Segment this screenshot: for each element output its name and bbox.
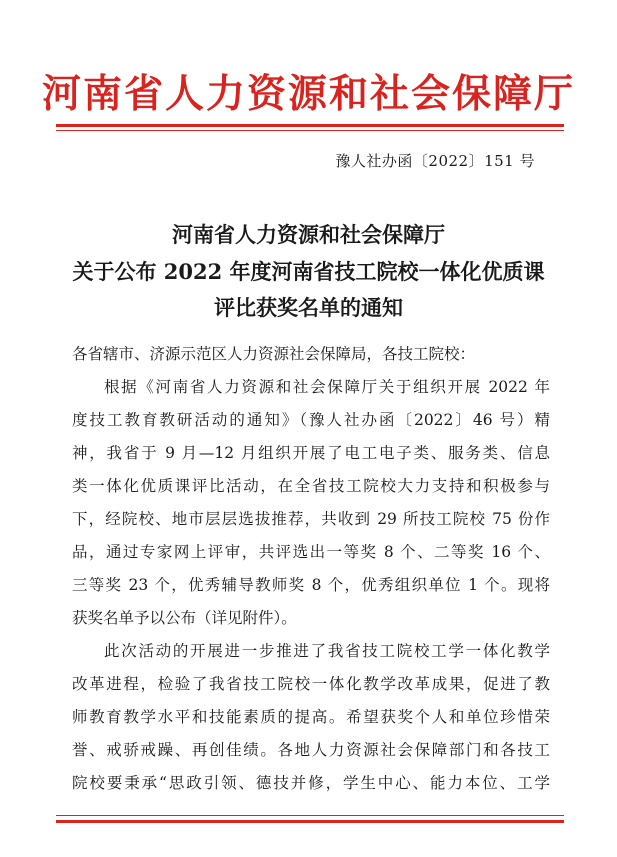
- notice-title-line-1: 河南省人力资源和社会保障厅: [172, 222, 445, 247]
- paragraph-2-line: 师教育教学水平和技能素质的提高。希望获奖个人和单位珍惜荣: [72, 708, 550, 726]
- masthead-rule-thin: [56, 130, 564, 131]
- paragraph-2-line: 院校要秉承“思政引领、德技并修，学生中心、能力本位、工学: [72, 774, 550, 792]
- paragraph-2-line: 此次活动的开展进一步推进了我省技工院校工学一体化教学: [104, 642, 550, 660]
- paragraph-2-line: 改革进程，检验了我省技工院校一体化教学改革成果，促进了教: [72, 675, 550, 693]
- masthead-title: 河南省人力资源和社会保障厅: [41, 71, 575, 117]
- paragraph-2-line: 誉、戒骄戒躁、再创佳绩。各地人力资源社会保障部门和各技工: [72, 741, 550, 759]
- notice-title-line-2: 关于公布 2022 年度河南省技工院校一体化优质课: [72, 259, 545, 284]
- footer-rule-thick: [56, 820, 564, 823]
- masthead-rule-thick: [56, 124, 564, 127]
- paragraph-1-line: 获奖名单予以公布（详见附件）。: [72, 609, 297, 627]
- paragraph-1-line: 神，我省于 9 月—12 月组织开展了电工电子类、服务类、信息: [72, 444, 550, 462]
- footer-rule-thin: [56, 815, 564, 816]
- paragraph-1-line: 下，经院校、地市层层选拔推荐，共收到 29 所技工院校 75 份作: [72, 510, 550, 528]
- paragraph-1-line: 品，通过专家网上评审，共评选出一等奖 8 个、二等奖 16 个、: [72, 543, 550, 561]
- paragraph-1-line: 根据《河南省人力资源和社会保障厅关于组织开展 2022 年: [104, 378, 550, 396]
- document-number: 豫人社办函〔2022〕151 号: [335, 152, 535, 170]
- paragraph-1-line: 三等奖 23 个，优秀辅导教师奖 8 个，优秀组织单位 1 个。现将: [72, 576, 550, 594]
- paragraph-1-line: 类一体化优质课评比活动，在全省技工院校大力支持和积极参与: [72, 477, 550, 495]
- paragraph-1-line: 度技工教育教研活动的通知》（豫人社办函〔2022〕46 号）精: [72, 411, 550, 429]
- salutation: 各省辖市、济源示范区人力资源社会保障局，各技工院校：: [72, 345, 476, 363]
- notice-title-line-3: 评比获奖名单的通知: [214, 295, 403, 320]
